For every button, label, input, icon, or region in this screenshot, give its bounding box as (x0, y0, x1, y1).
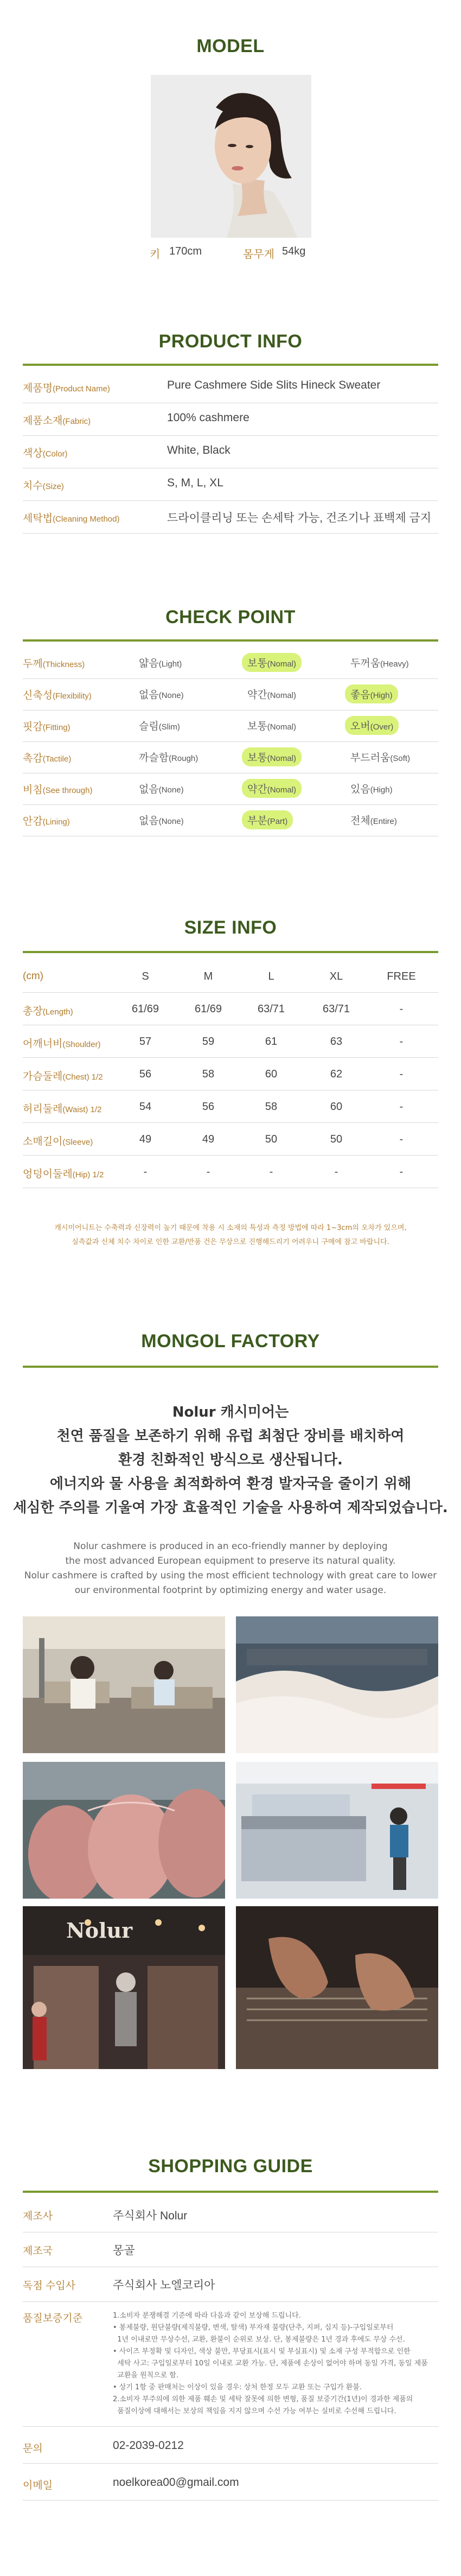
size-cell: 56 (202, 1101, 215, 1113)
size-cell: 61/69 (194, 1003, 222, 1015)
option-ko: 부드러움 (350, 752, 390, 764)
option-ko: 얇음 (139, 658, 159, 669)
factory-rule (23, 1366, 438, 1368)
option-ko: 부분 (247, 815, 267, 827)
product-info-label (23, 445, 68, 460)
option-ko: 보통 (247, 658, 267, 669)
check-point-option (345, 779, 398, 798)
warranty-line: 교환을 원칙으로 함. (113, 2371, 179, 2380)
size-row-label-ko: 허리둘레 (23, 1103, 63, 1115)
size-header: L (268, 970, 274, 982)
option-ko: 없음 (139, 784, 159, 795)
option-en: (Nomal) (267, 691, 297, 700)
size-cell: - (206, 1166, 210, 1178)
size-cell: - (334, 1166, 338, 1178)
option-ko: 오버 (350, 721, 370, 732)
size-cell: - (399, 1068, 404, 1080)
size-cell: 61 (265, 1036, 278, 1048)
factory-ko-line: Nolur 캐시미어는 (172, 1404, 289, 1420)
factory-en-line: the most advanced European equipment to preserve its natural quality. (65, 1556, 396, 1566)
email-divider (23, 2500, 438, 2501)
check-point-option (242, 716, 302, 735)
product-info-label-ko: 세탁법 (23, 513, 53, 524)
factory-en-line: Nolur cashmere is crafted by using the most efficient technology with great care to lower (24, 1570, 437, 1581)
model-title: MODEL (196, 36, 265, 56)
check-point-label (23, 656, 85, 670)
check-point-option (133, 684, 189, 703)
check-point-label-ko: 촉감 (23, 753, 43, 764)
size-cell: 63/71 (322, 1003, 350, 1015)
size-row-label-en: (Hip) 1/2 (72, 1170, 104, 1179)
check-point-option (345, 653, 414, 672)
size-row-label-ko: 어깨너비 (23, 1038, 63, 1050)
option-en: (Over) (370, 722, 394, 732)
factory-photo-knitting (236, 1762, 438, 1899)
product-info-label (23, 380, 110, 395)
product-info-value: Pure Cashmere Side Slits Hineck Sweater (167, 379, 381, 391)
shopping-guide-value: 주식회사 Nolur (113, 2210, 188, 2222)
check-point-label (23, 719, 71, 733)
email-value: noelkorea00@gmail.com (113, 2476, 239, 2489)
size-cell: 59 (202, 1036, 215, 1048)
check-point-option (133, 716, 185, 735)
option-ko: 보통 (247, 721, 267, 732)
size-row-label (23, 1101, 101, 1115)
factory-ko-line: 에너지와 물 사용을 최적화하여 환경 발자국을 줄이기 위해 (49, 1476, 412, 1492)
option-en: (Nomal) (267, 722, 297, 732)
product-info-label (23, 478, 64, 492)
model-height-value: 170cm (169, 245, 202, 257)
option-ko: 두꺼움 (350, 658, 381, 669)
size-row-divider (23, 1155, 438, 1156)
size-row-label (23, 1003, 73, 1018)
option-en: (Part) (267, 817, 288, 826)
product-info-value: White, Black (167, 444, 230, 456)
size-cell: - (399, 1036, 404, 1048)
option-ko: 까슬함 (139, 752, 169, 764)
model-height-label: 키 (150, 249, 161, 261)
size-row-label-ko: 가슴둘레 (23, 1071, 63, 1082)
size-cell: - (399, 1166, 404, 1178)
product-info-rule (23, 364, 438, 366)
warranty-line: • 사이즈 부정확 및 디자인, 색상 불만, 부당표시(표시 및 부실표시) 및 소재 구성 부적합으로 인한 (113, 2347, 411, 2356)
size-header-divider (23, 992, 438, 993)
product-info-label-en: (Color) (42, 449, 68, 459)
product-info-label-en: (Product Name) (53, 384, 110, 394)
shopping-guide-label: 독점 수입사 (23, 2280, 76, 2292)
warranty-divider (23, 2426, 438, 2427)
size-row-label (23, 1166, 104, 1181)
check-point-option-selected (242, 810, 293, 829)
contact-value: 02-2039-0212 (113, 2439, 184, 2452)
product-info-label-ko: 제품명 (23, 383, 53, 394)
option-ko: 없음 (139, 815, 159, 827)
size-row-label (23, 1068, 103, 1083)
product-info-divider (23, 533, 438, 534)
size-info-rule (23, 951, 438, 953)
product-info-label-en: (Cleaning Method) (53, 515, 120, 524)
size-row-label-en: (Waist) 1/2 (62, 1105, 102, 1114)
size-row-label-ko: 엉덩이둘레 (23, 1169, 73, 1180)
factory-photo-hands (236, 1906, 438, 2069)
size-header: XL (329, 970, 343, 982)
warranty-line: 2.소비자 부주의에 의한 제품 훼손 및 세탁 잘못에 의한 변형, 품질 보증기간(1년)이 경과한 제품의 (113, 2395, 413, 2403)
size-cell: 50 (330, 1133, 343, 1145)
product-info-label-ko: 색상 (23, 448, 43, 459)
check-point-option-selected (242, 653, 302, 672)
check-point-label-en: (Tactile) (42, 754, 72, 764)
check-point-label-ko: 안감 (23, 816, 43, 827)
size-cell: 63/71 (257, 1003, 285, 1015)
check-point-label (23, 750, 71, 765)
option-en: (Heavy) (380, 659, 409, 669)
check-point-label-en: (See through) (42, 786, 93, 795)
factory-ko-line: 세심한 주의를 기울여 가장 효율적인 기술을 사용하여 제작되었습니다. (13, 1500, 448, 1516)
store-sign-logo: Nolur (66, 1918, 133, 1943)
option-en: (Entire) (370, 817, 397, 826)
size-cell: 56 (139, 1068, 152, 1080)
shopping-guide-title: SHOPPING GUIDE (148, 2156, 313, 2177)
size-note-line1: 캐시미어니트는 수축력과 신장력이 높기 때문에 착용 시 소재의 특성과 측정 방법에 따라 1~3cm의 오차가 있으며, (54, 1224, 407, 1232)
check-point-divider (23, 741, 438, 742)
product-info-label-en: (Size) (42, 482, 64, 491)
check-point-label-en: (Thickness) (42, 660, 85, 669)
size-cell: 58 (202, 1068, 215, 1080)
size-header: FREE (387, 970, 416, 982)
check-point-option-selected (345, 716, 399, 735)
size-cell: 49 (202, 1133, 215, 1145)
product-info-label (23, 413, 91, 427)
check-point-label-en: (Fitting) (42, 723, 71, 732)
size-cell: - (399, 1003, 404, 1015)
option-ko: 있음 (350, 784, 370, 795)
size-cell: 60 (330, 1101, 343, 1113)
check-point-label (23, 782, 92, 796)
size-cell: 54 (139, 1101, 152, 1113)
size-row-label-en: (Length) (42, 1007, 73, 1017)
product-info-label-ko: 제품소재 (23, 415, 63, 427)
factory-photo-yarn (23, 1762, 225, 1899)
product-info-divider (23, 435, 438, 436)
check-point-label (23, 813, 70, 828)
product-info-divider (23, 500, 438, 501)
factory-en-line: our environmental footprint by optimizing energy and water usage. (74, 1585, 387, 1596)
size-row-label (23, 1036, 100, 1050)
size-row-label-ko: 총장 (23, 1006, 43, 1017)
check-point-option-selected (242, 747, 302, 766)
product-info-value: 드라이클리닝 또는 손세탁 가능, 건조기나 표백제 금지 (167, 512, 432, 524)
size-cell: 62 (330, 1068, 343, 1080)
size-row-divider (23, 1122, 438, 1123)
check-point-rule (23, 639, 438, 642)
size-cell: - (399, 1101, 404, 1113)
check-point-label-en: (Lining) (42, 817, 70, 827)
product-info-value: 100% cashmere (167, 411, 249, 424)
size-cell: - (399, 1133, 404, 1145)
product-info-value: S, M, L, XL (167, 477, 223, 489)
check-point-label (23, 687, 92, 702)
warranty-line: 품질이상에 대해서는 보상의 책임을 지지 않으며 수선 가능 여부는 실비로 수선해 드립니다. (113, 2407, 396, 2415)
model-weight-value: 54kg (282, 245, 306, 257)
size-cell: 58 (265, 1101, 278, 1113)
size-cell: - (269, 1166, 273, 1178)
model-weight-label: 몸무게 (243, 249, 274, 261)
product-info-label-ko: 치수 (23, 480, 43, 492)
check-point-label-ko: 신축성 (23, 690, 53, 701)
shopping-guide-label: 제조사 (23, 2211, 53, 2222)
size-info-title: SIZE INFO (184, 917, 277, 938)
size-cell: - (143, 1166, 148, 1178)
check-point-option-selected (345, 684, 398, 703)
factory-photo-store (23, 1906, 225, 2069)
check-point-option (133, 747, 203, 766)
shopping-guide-label: 제조국 (23, 2245, 53, 2257)
product-info-title: PRODUCT INFO (158, 331, 303, 352)
model-section (0, 0, 461, 304)
contact-label: 문의 (23, 2443, 43, 2454)
check-point-label-ko: 비침 (23, 784, 43, 796)
factory-ko-line: 환경 친화적인 방식으로 생산됩니다. (118, 1452, 343, 1468)
size-header: M (203, 970, 213, 982)
check-point-option (345, 747, 415, 766)
warranty-line: 1년 이내로만 무상수선, 교환, 환불이 순위로 보상. 단, 봉제불량은 1년 경과 후에도 무상 수선. (113, 2336, 405, 2344)
size-row-divider (23, 1057, 438, 1058)
size-cell: 60 (265, 1068, 278, 1080)
size-header: S (142, 970, 149, 982)
option-en: (High) (370, 785, 393, 795)
factory-ko-line: 천연 품질을 보존하기 위해 유럽 최첨단 장비를 배치하여 (56, 1428, 405, 1444)
warranty-label: 품질보증기준 (23, 2313, 83, 2324)
option-en: (None) (158, 691, 184, 700)
size-row-label-en: (Shoulder) (62, 1040, 101, 1049)
factory-photo-wool (236, 1616, 438, 1753)
size-note-line2: 실측값과 신체 치수 차이로 인한 교환/반품 건은 무상으로 진행해드리기 어려우니 구매에 참고 바랍니다. (72, 1238, 389, 1246)
check-point-option-selected (242, 779, 302, 798)
shopping-guide-value: 몽골 (113, 2244, 135, 2257)
product-info-label (23, 510, 119, 525)
check-point-option (345, 810, 402, 829)
product-info-label-en: (Fabric) (62, 417, 91, 426)
option-ko: 약간 (247, 689, 267, 701)
option-en: (Light) (158, 659, 182, 669)
size-row-label-en: (Sleeve) (62, 1138, 93, 1147)
option-en: (Soft) (390, 754, 411, 763)
check-point-divider (23, 678, 438, 679)
option-en: (Slim) (158, 722, 180, 732)
factory-en-line: Nolur cashmere is produced in an eco-friendly manner by deploying (73, 1541, 388, 1552)
option-en: (None) (158, 785, 184, 795)
size-cell: 61/69 (131, 1003, 159, 1015)
option-en: (None) (158, 817, 184, 826)
option-ko: 약간 (247, 784, 267, 795)
check-point-title: CHECK POINT (165, 607, 296, 627)
check-point-option (133, 810, 189, 829)
warranty-line: • 봉제불량, 원단불량(제직불량, 변색, 탈색) 부자재 불량(단추, 지퍼, 심지 등)-구입일로부터 (113, 2324, 394, 2332)
option-en: (Rough) (169, 754, 199, 763)
option-en: (High) (370, 691, 393, 700)
option-en: (Nomal) (267, 785, 297, 795)
option-en: (Nomal) (267, 754, 297, 763)
option-ko: 전체 (350, 815, 370, 827)
shopping-guide-value: 주식회사 노엘코리아 (113, 2279, 215, 2292)
check-point-divider (23, 804, 438, 805)
check-point-label-ko: 두께 (23, 658, 43, 670)
size-cell: 49 (139, 1133, 152, 1145)
option-ko: 좋음 (350, 689, 370, 701)
shopping-guide-divider (23, 2301, 438, 2302)
size-cell: 63 (330, 1036, 343, 1048)
check-point-option (133, 653, 187, 672)
warranty-line: 세탁 사고: 구입일로부터 10일 이내로 교환 가능. 단, 제품에 손상이 없어야 하며 동일 가격, 동일 제품 (113, 2359, 428, 2368)
option-ko: 슬림 (139, 721, 159, 732)
check-point-label-ko: 핏감 (23, 721, 43, 733)
size-cell: 57 (139, 1036, 152, 1048)
factory-title: MONGOL FACTORY (141, 1331, 320, 1352)
check-point-label-en: (Flexibility) (53, 691, 92, 701)
check-point-option (242, 684, 302, 703)
size-cell: 50 (265, 1133, 278, 1145)
size-row-label-en: (Chest) 1/2 (62, 1073, 103, 1082)
size-unit: (cm) (23, 970, 43, 982)
option-en: (Nomal) (267, 659, 297, 669)
shopping-guide-rule (23, 2191, 438, 2193)
warranty-line: • 상기 1항 중 판매처는 이상이 있을 경우: 상처 한정 모두 교환 또는 구입가 환불. (113, 2383, 362, 2391)
size-row-label (23, 1133, 93, 1148)
contact-divider (23, 2463, 438, 2464)
warranty-line: 1.소비자 분쟁해결 기준에 따라 다음과 같이 보상해 드립니다. (113, 2312, 301, 2320)
email-label: 이메일 (23, 2480, 53, 2491)
option-ko: 보통 (247, 752, 267, 764)
check-point-option (133, 779, 189, 798)
factory-photo-sewing (23, 1616, 225, 1753)
model-photo (151, 75, 311, 238)
size-row-label-ko: 소매길이 (23, 1136, 63, 1147)
option-ko: 없음 (139, 689, 159, 701)
